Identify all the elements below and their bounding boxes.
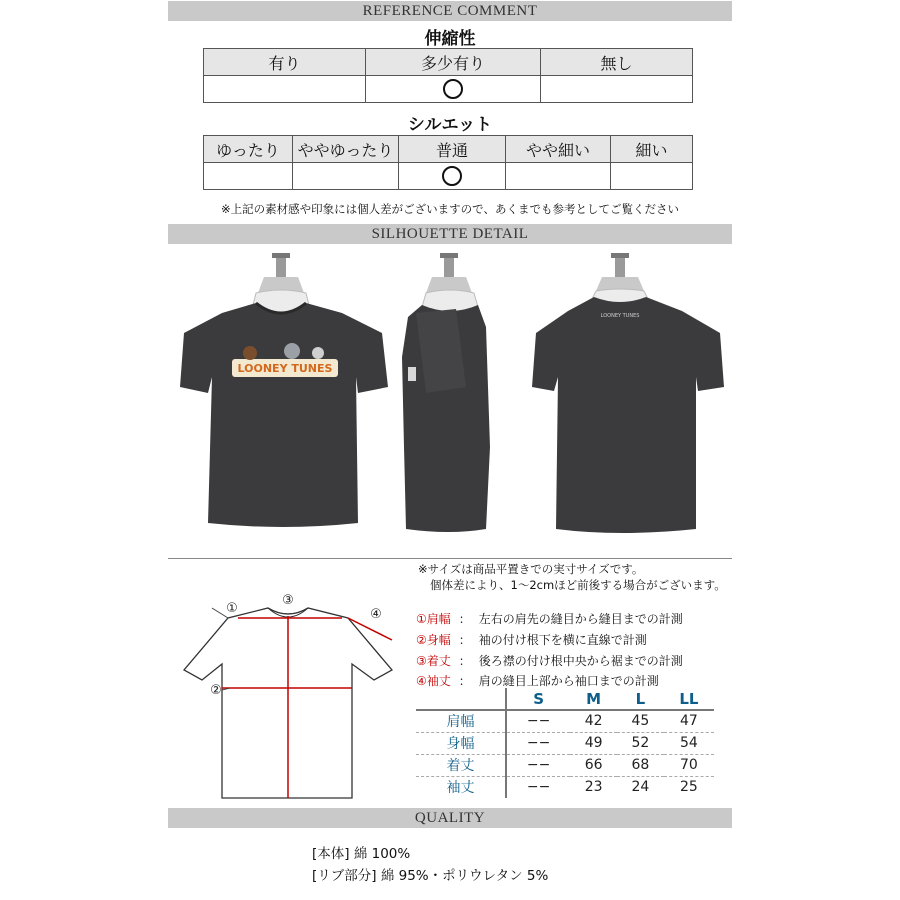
legend-item: ①肩幅 ： 左右の肩先の縫目から縫目までの計測 [416,612,683,626]
quality-rib: [リブ部分] 綿 95%・ポリウレタン 5% [312,868,549,884]
silhouette-mark-cell [399,163,506,190]
marker-3: ③ [282,593,294,608]
selected-circle-icon [443,79,463,99]
back-print-text: LOONEY TUNES [600,313,640,319]
silhouette-option: 細い [611,136,693,163]
stretch-option: 多少有り [366,49,541,76]
table-row: 身幅 −− 49 52 54 [416,732,714,754]
table-row: 肩幅 −− 42 45 47 [416,710,714,732]
silhouette-title: シルエット [407,115,493,135]
size-note-line1: ※サイズは商品平置きでの実寸サイズです。 [418,562,644,576]
size-column-header: S [506,688,570,710]
quality-body: [本体] 綿 100% [312,846,411,862]
silhouette-option: ややゆったり [293,136,399,163]
section-divider [168,558,732,559]
table-row: 袖丈 −− 23 24 25 [416,776,714,798]
stretch-option: 無し [541,49,693,76]
stretch-title: 伸縮性 [424,29,476,49]
silhouette-mark-cell [611,163,693,190]
silhouette-option: 普通 [399,136,506,163]
silhouette-mark-cell [506,163,611,190]
selected-circle-icon [442,166,462,186]
reference-note: ※上記の素材感や印象には個人差がございますので、あくまでも参考としてご覧ください [221,202,679,216]
silhouette-mark-cell [293,163,399,190]
legend-item: ②身幅 ： 袖の付け根下を横に直線で計測 [416,633,647,647]
silhouette-mark-cell [204,163,293,190]
size-diagram [182,590,404,812]
legend-item: ③着丈 ： 後ろ襟の付け根中央から裾までの計測 [416,654,683,668]
size-table [416,688,714,798]
table-row: 着丈 −− 66 68 70 [416,754,714,776]
stretch-mark-cell [204,76,366,103]
legend-item: ④袖丈 ： 肩の縫目上部から袖口までの計測 [416,674,659,688]
back-view-photo [532,247,732,543]
size-table-corner [416,688,506,710]
side-view-photo [386,247,514,543]
marker-2: ② [210,683,222,698]
silhouette-table [203,135,693,190]
stretch-table [203,48,693,103]
size-column-header: LL [664,688,714,710]
size-column-header: L [617,688,664,710]
reference-comment-header: REFERENCE COMMENT [168,1,732,21]
silhouette-option: やや細い [506,136,611,163]
stretch-mark-cell [366,76,541,103]
silhouette-option: ゆったり [204,136,293,163]
marker-1: ① [226,601,238,616]
front-view-photo [172,247,394,543]
size-note-line2: 個体差により、1～2cmほど前後する場合がございます。 [430,578,726,592]
size-column-header: M [570,688,617,710]
marker-4: ④ [370,607,382,622]
front-print-text: LOONEY TUNES [237,362,333,375]
silhouette-detail-header: SILHOUETTE DETAIL [168,224,732,244]
stretch-mark-cell [541,76,693,103]
quality-header: QUALITY [168,808,732,828]
stretch-option: 有り [204,49,366,76]
